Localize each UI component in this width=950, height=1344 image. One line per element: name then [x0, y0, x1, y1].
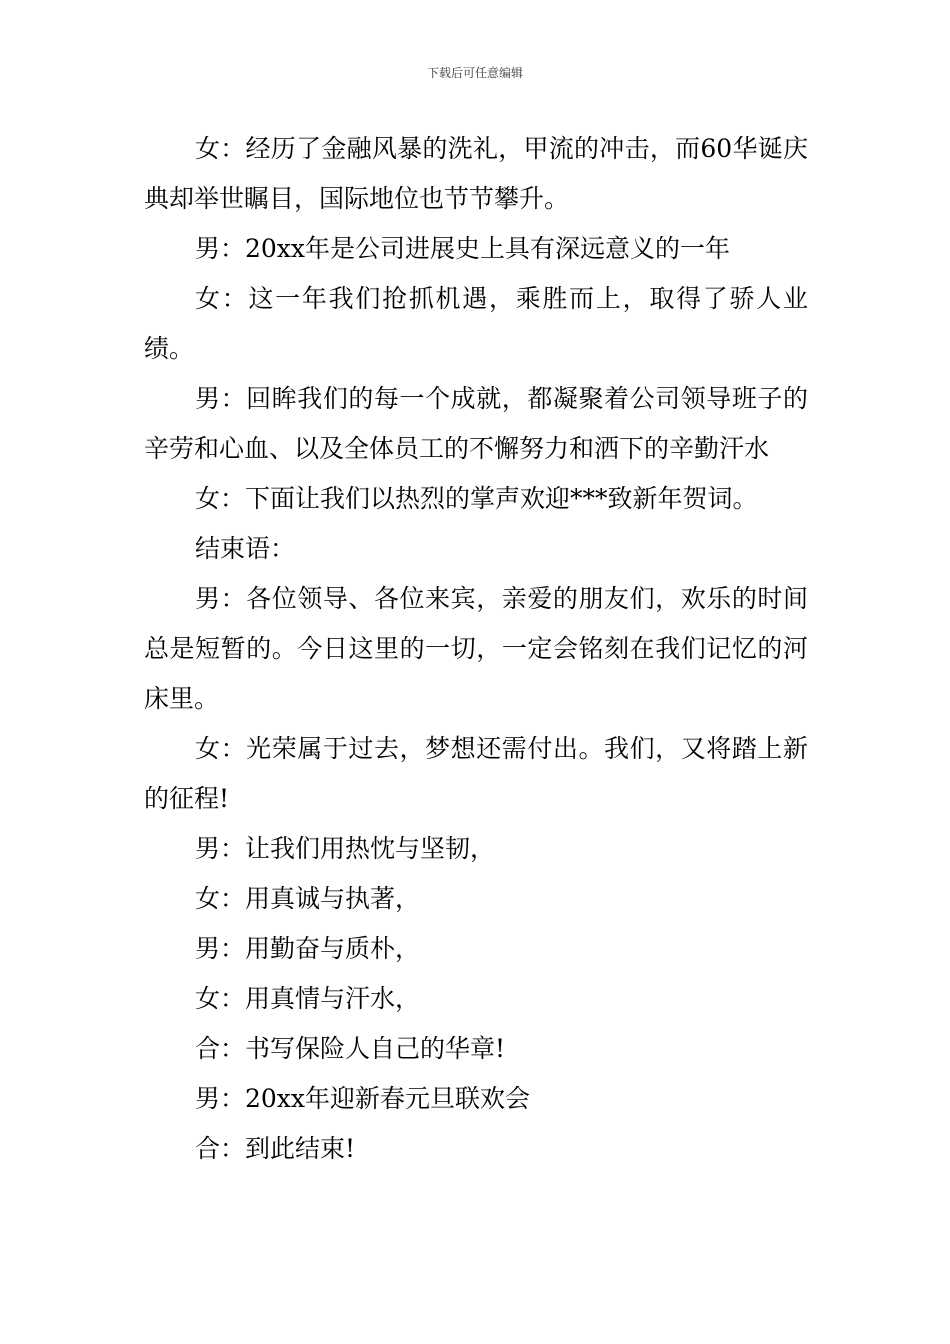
paragraph: 女：用真情与汗水，	[195, 984, 421, 1013]
section-heading: 结束语：	[195, 534, 296, 563]
paragraph: 男：回眸我们的每一个成就，都凝聚着公司领导班子的辛劳和心血、以及全体员工的不懈努力和洒下的辛勤汗水	[144, 384, 808, 463]
paragraph: 女：光荣属于过去，梦想还需付出。我们，又将踏上新的征程!	[144, 734, 808, 813]
paragraph: 男：各位领导、各位来宾，亲爱的朋友们，欢乐的时间总是短暂的。今日这里的一切，一定会铭刻在我们记忆的河床里。	[144, 584, 808, 713]
paragraph: 女：下面让我们以热烈的掌声欢迎***致新年贺词。	[195, 484, 758, 513]
paragraph: 男：20xx年迎新春元旦联欢会	[195, 1084, 531, 1113]
paragraph: 合：到此结束!	[195, 1134, 356, 1163]
paragraph: 男：用勤奋与质朴，	[195, 934, 421, 963]
paragraph: 男：20xx年是公司进展史上具有深远意义的一年	[195, 234, 731, 263]
paragraph: 男：让我们用热忱与坚韧，	[195, 834, 496, 863]
paragraph: 合：书写保险人自己的华章!	[195, 1034, 506, 1063]
document-body	[144, 124, 808, 1174]
paragraph: 女：经历了金融风暴的洗礼，甲流的冲击，而60华诞庆典却举世瞩目，国际地位也节节攀升。	[144, 134, 808, 213]
page-header: 下载后可任意编辑	[426, 66, 523, 80]
paragraph: 女：用真诚与执著，	[195, 884, 421, 913]
paragraph: 女：这一年我们抢抓机遇，乘胜而上，取得了骄人业绩。	[144, 284, 808, 363]
